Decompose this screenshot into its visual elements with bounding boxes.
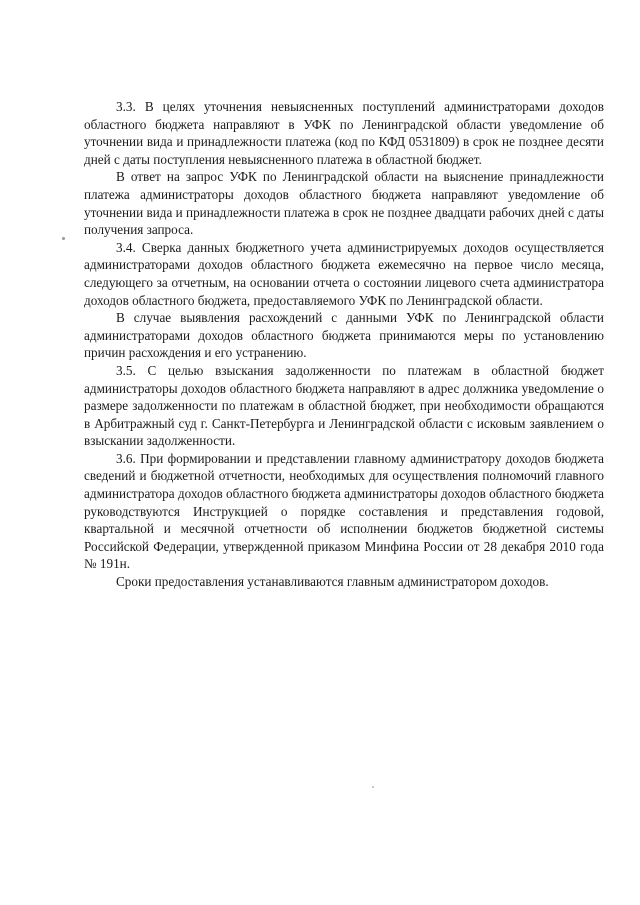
paragraph-3-3: 3.3. В целях уточнения невыясненных поступлений администраторами доходов областного бюджета направляют в УФК по Ленинградской области уведомление об уточнении вида и принадлежности платежа (код по КФД 0531809) в срок не позднее десяти дней с даты поступления невыясненного платежа в областной бюджет. xyxy=(84,99,604,167)
paragraph-3-5: 3.5. С целью взыскания задолженности по платежам в областной бюджет администраторы доходов областного бюджета направляют в адрес должника уведомление о размере задолженности по платежам в областной бюджет, при необходимости обращаются в Арбитражный суд г. Санкт-Петербурга и Ленинградской области с исковым заявлением о взыскании задолженности. xyxy=(84,362,604,449)
paragraph-3-6-deadlines: Сроки предоставления устанавливаются главным администратором доходов. xyxy=(116,574,549,590)
paragraph-3-4-discrepancies: В случае выявления расхождений с данными УФК по Ленинградской области администраторами доходов областного бюджета принимаются меры по установлению причин расхождения и его устранению. xyxy=(84,310,604,361)
paragraph-3-3-response: В ответ на запрос УФК по Ленинградской области на выяснение принадлежности платежа администраторы доходов областного бюджета направляют уведомление об уточнении вида и принадлежности платежа в срок не позднее двадцати рабочих дней с даты получения запроса. xyxy=(84,169,604,238)
scan-speck xyxy=(372,786,374,788)
scan-speck xyxy=(62,237,65,240)
paragraph-3-6: 3.6. При формировании и представлении главному администратору доходов бюджета сведений и бюджетной отчетности, необходимых для осуществления полномочий главного администратора доходов областного бюджета администраторы доходов областного бюджета руководствуются Инструкцией о порядке составления и представления годовой, квартальной и месячной отчетности об исполнении бюджетов бюджетной системы Российской Федерации, утвержденной приказом Минфина России от 28 декабря 2010 года № 191н. xyxy=(84,450,604,572)
paragraph-3-4: 3.4. Сверка данных бюджетного учета администрируемых доходов осуществляется администраторами доходов областного бюджета ежемесячно на первое число месяца, следующего за отчетным, на основании отчета о состоянии лицевого счета администратора доходов областного бюджета, предоставляемого УФК по Ленинградской области. xyxy=(84,239,604,308)
document-body xyxy=(84,98,604,591)
